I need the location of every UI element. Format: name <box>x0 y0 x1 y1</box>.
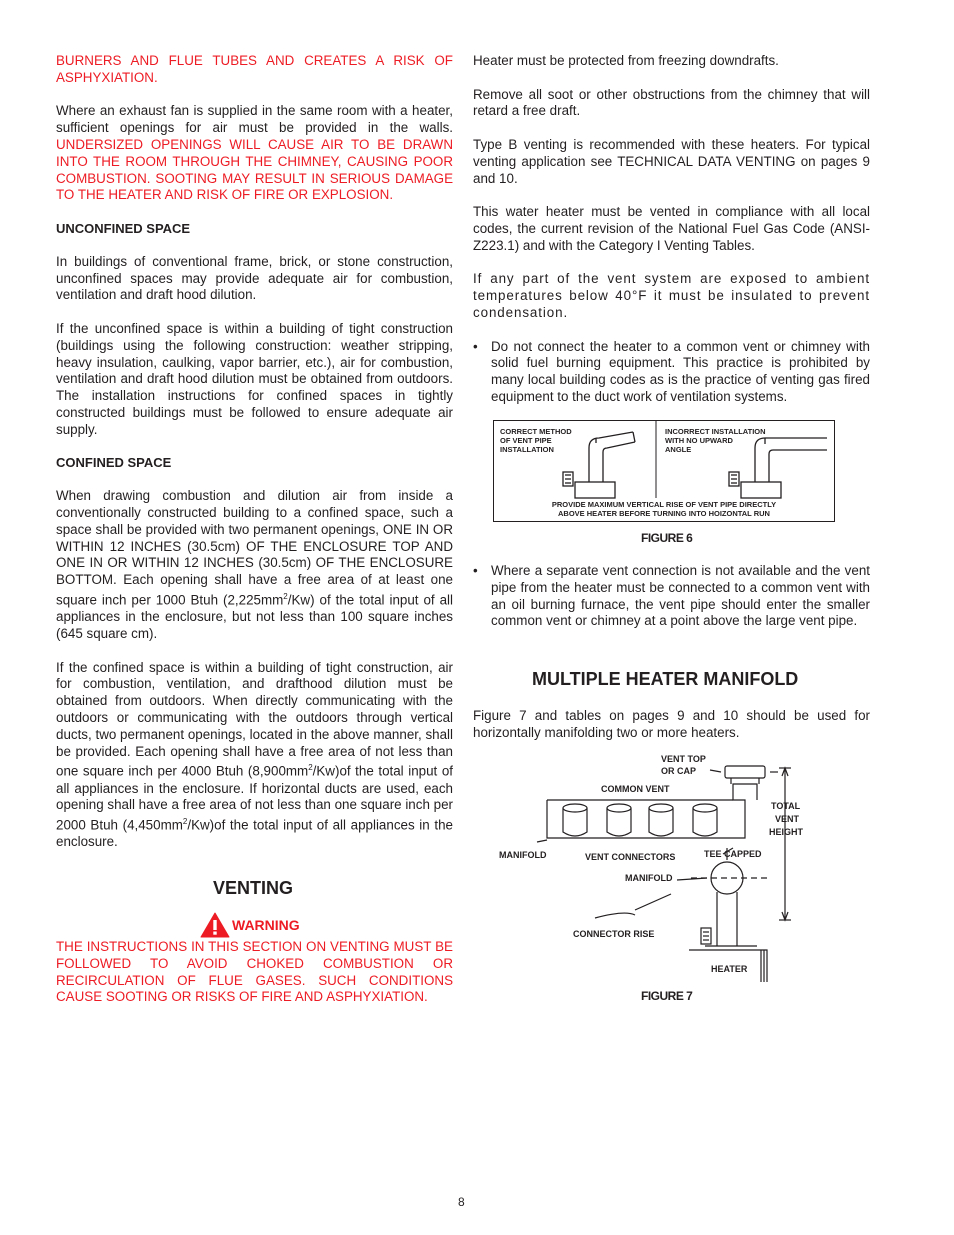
superscript: 2 <box>182 817 188 827</box>
type-b-paragraph: Type B venting is recommended with these heaters. For typical venting application see TECHNICAL DATA VENTING on pages 9 and 10. <box>473 136 870 186</box>
figure-6-caption: FIGURE 6 <box>641 531 693 545</box>
fig7-heater-label: HEATER <box>711 964 748 974</box>
right-column-continued <box>473 563 870 647</box>
connector-rise-pipe <box>717 892 737 946</box>
unconfined-paragraph-1: In buildings of conventional frame, brick, or stone construction, unconfined spaces may provide adequate air for combustion, ventilation and draft hood dilution. <box>56 253 453 303</box>
bullet-text: Do not connect the heater to a common vent or chimney with solid fuel burning equipment. This practice is prohibited by many local building codes as is the practice of venting gas fired equipment to the duct work of ventilation systems. <box>491 338 870 404</box>
right-column <box>473 53 870 423</box>
fig6-correct-label: CORRECT METHOD <box>500 427 572 436</box>
figure-7-diagram <box>495 750 825 982</box>
bullet-item <box>473 339 870 406</box>
insulation-paragraph: If any part of the vent system are exposed to ambient temperatures below 40°F it must be insulated to prevent condensation. <box>473 271 870 320</box>
page-number: 8 <box>458 1195 465 1209</box>
undersized-openings-warning: UNDERSIZED OPENINGS WILL CAUSE AIR TO BE DRAWN INTO THE ROOM THROUGH THE CHIMNEY, CAUSING POOR COMBUSTION. SOOTING MAY RESULT IN SERIOUS DAMAGE TO THE HEATER AND RISK OF FIRE OR EXPLOSION. <box>56 136 453 203</box>
confined-p2-text-a: If the confined space is within a building of tight construction, air for combustion, ventilation, and drafthood dilution must be obtained from outdoors. When directly communicating with the outdoors or communicating with the outdoors through vertical ducts, two permanent openings, located in the above manner, shall be provided. Each opening shall have a free area of not less than one square inch per 4000 Btuh (8,900mm <box>56 659 453 779</box>
soot-paragraph: Remove all soot or other obstructions from the chimney that will retard a free draft. <box>473 86 870 119</box>
fig7-total-label: VENT <box>775 814 800 824</box>
bullet-dot: • <box>473 563 478 578</box>
fig6-incorrect-label: ANGLE <box>665 445 692 454</box>
unconfined-space-heading: UNCONFINED SPACE <box>56 220 191 236</box>
fig6-bottom-caption: PROVIDE MAXIMUM VERTICAL RISE OF VENT PIPE DIRECTLY <box>551 500 777 509</box>
fig7-manifold-label: MANIFOLD <box>499 850 547 860</box>
warning-label: WARNING <box>232 917 300 933</box>
exhaust-fan-paragraph <box>56 103 453 204</box>
exhaust-fan-text: Where an exhaust fan is supplied in the same room with a heater, sufficient openings for air must be provided in the walls. <box>56 103 453 136</box>
left-column <box>56 53 453 868</box>
superscript: 2 <box>283 591 288 601</box>
confined-p2-text-b: /Kw)of the total input of all appliances in the enclosure. If horizontal ducts are used, each opening shall have a free area of not less than one square inch per 2000 Btuh (4,450mm <box>56 763 453 833</box>
bullet-dot: • <box>473 338 478 354</box>
fig6-correct-label: INSTALLATION <box>500 445 554 454</box>
compliance-paragraph: This water heater must be vented in compliance with all local codes, the current revision of the National Fuel Gas Code (ANSI-Z223.1) and with the Category I Venting Tables. <box>473 204 870 253</box>
confined-p1-text-a: When drawing combustion and dilution air from inside a conventionally constructed building to a confined space, such a space shall be provided with two permanent openings, ONE IN OR WITHIN 12 INCHES (30.5cm) OF THE ENCLOSURE TOP AND ONE IN OR WITHIN 12 INCHES (30.5cm) OF THE ENCLOSURE BOTTOM. Each opening shall have a free area of at least one square inch per 1000 Btuh (2,225mm <box>56 488 453 608</box>
fig7-common-vent-label: COMMON VENT <box>601 784 670 794</box>
warning-triangle-icon <box>200 912 230 938</box>
fig7-vent-top-label: VENT TOP <box>661 754 706 764</box>
figure-7-caption: FIGURE 7 <box>641 989 693 1003</box>
fig6-correct-label: OF VENT PIPE <box>500 436 552 445</box>
fig7-vent-top-label: OR CAP <box>661 766 697 776</box>
figure-6-diagram <box>493 420 835 522</box>
confined-p1-text-b: /Kw) of the total input of all appliances in the enclosure, but not less than 100 square inches (645 square cm). <box>56 592 453 641</box>
superscript: 2 <box>308 763 313 773</box>
fig7-vent-connectors-label: VENT CONNECTORS <box>585 852 676 862</box>
fig6-incorrect-label: WITH NO UPWARD <box>665 436 733 445</box>
fig6-incorrect-label: INCORRECT INSTALLATION <box>665 427 766 436</box>
confined-paragraph-1 <box>56 488 453 643</box>
fig7-connector-rise-label: CONNECTOR RISE <box>573 929 655 939</box>
fig7-tee-capped-label: TEE CAPPED <box>704 849 762 859</box>
venting-warning-text: THE INSTRUCTIONS IN THIS SECTION ON VENTING MUST BE FOLLOWED TO AVOID CHOKED COMBUSTION OR RECIRCULATION OF FLUE GASES. SUCH CONDITIONS CAUSE SOOTING OR RISKS OF FIRE AND ASPHYXIATION. <box>56 939 453 1005</box>
confined-p2-text-c: /Kw)of the total input of all appliances in the enclosure. <box>56 817 453 850</box>
venting-title: VENTING <box>213 878 294 898</box>
multiple-heater-manifold-title: MULTIPLE HEATER MANIFOLD <box>532 669 799 689</box>
manifold-paragraph: Figure 7 and tables on pages 9 and 10 should be used for horizontally manifolding two or more heaters. <box>473 708 870 740</box>
warning-header <box>200 912 300 938</box>
fig7-total-label: HEIGHT <box>769 827 804 837</box>
fig7-total-label: TOTAL <box>771 801 801 811</box>
confined-space-heading: CONFINED SPACE <box>56 455 172 471</box>
fig6-bottom-caption: ABOVE HEATER BEFORE TURNING INTO HOIZONTAL RUN <box>558 509 770 518</box>
bullet-item <box>473 563 870 630</box>
vent-cap <box>725 766 765 778</box>
freezing-paragraph: Heater must be protected from freezing downdrafts. <box>473 53 779 68</box>
confined-paragraph-2 <box>56 660 453 852</box>
vent-connectors <box>563 804 717 836</box>
fig7-manifold-label: MANIFOLD <box>625 873 673 883</box>
bullet-text: Where a separate vent connection is not available and the vent pipe from the heater must be connected to a common vent with an oil burning furnace, the vent pipe should enter the smaller common vent or chimney at a point above the large vent pipe. <box>491 563 870 629</box>
asphyxiation-warning-continued: BURNERS AND FLUE TUBES AND CREATES A RISK OF ASPHYXIATION. <box>56 53 453 85</box>
unconfined-paragraph-2: If the unconfined space is within a building of tight construction (buildings using the following construction: weather stripping, heavy insulation, caulking, vapor barrier, etc.), air for combustion, ventilation and draft hood dilution must be obtained from outdoors. The installation instructions for confined spaces in tightly constructed buildings must be followed to ensure adequate air supply. <box>56 320 453 437</box>
